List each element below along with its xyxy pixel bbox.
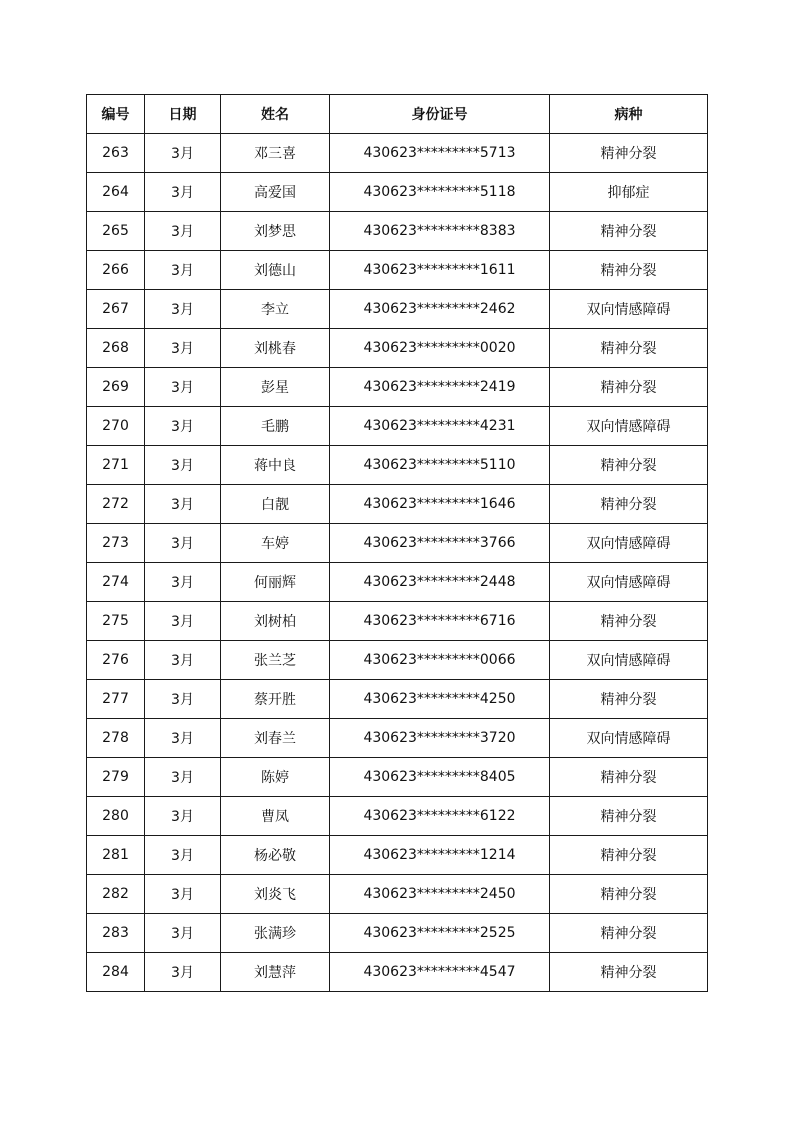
- cell-date: 3月: [145, 914, 221, 953]
- cell-id-number: 430623*********1611: [330, 251, 550, 290]
- table-row: [87, 212, 708, 251]
- cell-date: 3月: [145, 797, 221, 836]
- cell-number: 271: [87, 446, 145, 485]
- header-id-number: 身份证号: [330, 95, 550, 134]
- patient-table: [86, 94, 708, 992]
- cell-date: 3月: [145, 680, 221, 719]
- cell-number: 265: [87, 212, 145, 251]
- cell-date: 3月: [145, 758, 221, 797]
- cell-name: 刘春兰: [221, 719, 330, 758]
- cell-date: 3月: [145, 524, 221, 563]
- cell-number: 283: [87, 914, 145, 953]
- cell-date: 3月: [145, 329, 221, 368]
- header-number: 编号: [87, 95, 145, 134]
- cell-name: 刘慧萍: [221, 953, 330, 992]
- cell-name: 李立: [221, 290, 330, 329]
- table-row: [87, 329, 708, 368]
- table-row: [87, 680, 708, 719]
- cell-disease: 精神分裂: [550, 251, 708, 290]
- cell-number: 275: [87, 602, 145, 641]
- cell-date: 3月: [145, 173, 221, 212]
- cell-date: 3月: [145, 251, 221, 290]
- cell-name: 刘桃春: [221, 329, 330, 368]
- table-row: [87, 719, 708, 758]
- cell-id-number: 430623*********2419: [330, 368, 550, 407]
- cell-id-number: 430623*********3766: [330, 524, 550, 563]
- cell-disease: 双向情感障碍: [550, 719, 708, 758]
- cell-date: 3月: [145, 212, 221, 251]
- table-row: [87, 758, 708, 797]
- table-row: [87, 953, 708, 992]
- header-disease: 病种: [550, 95, 708, 134]
- cell-disease: 精神分裂: [550, 836, 708, 875]
- cell-name: 彭星: [221, 368, 330, 407]
- cell-name: 刘树柏: [221, 602, 330, 641]
- cell-number: 268: [87, 329, 145, 368]
- table-row: [87, 407, 708, 446]
- cell-disease: 精神分裂: [550, 485, 708, 524]
- cell-number: 273: [87, 524, 145, 563]
- cell-date: 3月: [145, 953, 221, 992]
- table-header-row: [87, 95, 708, 134]
- cell-number: 284: [87, 953, 145, 992]
- cell-id-number: 430623*********4250: [330, 680, 550, 719]
- document-page: [86, 94, 708, 992]
- cell-id-number: 430623*********6716: [330, 602, 550, 641]
- table-row: [87, 797, 708, 836]
- cell-name: 杨必敬: [221, 836, 330, 875]
- table-row: [87, 914, 708, 953]
- cell-number: 266: [87, 251, 145, 290]
- cell-name: 邓三喜: [221, 134, 330, 173]
- cell-date: 3月: [145, 875, 221, 914]
- cell-disease: 抑郁症: [550, 173, 708, 212]
- cell-id-number: 430623*********4547: [330, 953, 550, 992]
- cell-date: 3月: [145, 446, 221, 485]
- cell-date: 3月: [145, 602, 221, 641]
- table-body: [87, 134, 708, 992]
- cell-name: 张兰芝: [221, 641, 330, 680]
- table-row: [87, 173, 708, 212]
- cell-id-number: 430623*********2525: [330, 914, 550, 953]
- cell-id-number: 430623*********2450: [330, 875, 550, 914]
- cell-date: 3月: [145, 719, 221, 758]
- cell-date: 3月: [145, 641, 221, 680]
- header-date: 日期: [145, 95, 221, 134]
- cell-id-number: 430623*********0020: [330, 329, 550, 368]
- cell-disease: 精神分裂: [550, 368, 708, 407]
- cell-disease: 双向情感障碍: [550, 290, 708, 329]
- table-row: [87, 602, 708, 641]
- cell-id-number: 430623*********8383: [330, 212, 550, 251]
- cell-disease: 精神分裂: [550, 680, 708, 719]
- cell-name: 刘梦思: [221, 212, 330, 251]
- cell-disease: 精神分裂: [550, 134, 708, 173]
- cell-name: 张满珍: [221, 914, 330, 953]
- cell-name: 毛鹏: [221, 407, 330, 446]
- cell-number: 264: [87, 173, 145, 212]
- cell-id-number: 430623*********0066: [330, 641, 550, 680]
- cell-name: 陈婷: [221, 758, 330, 797]
- cell-id-number: 430623*********6122: [330, 797, 550, 836]
- cell-disease: 精神分裂: [550, 758, 708, 797]
- table-row: [87, 251, 708, 290]
- cell-number: 277: [87, 680, 145, 719]
- cell-date: 3月: [145, 290, 221, 329]
- cell-id-number: 430623*********1214: [330, 836, 550, 875]
- cell-date: 3月: [145, 134, 221, 173]
- cell-id-number: 430623*********3720: [330, 719, 550, 758]
- cell-disease: 精神分裂: [550, 875, 708, 914]
- cell-disease: 精神分裂: [550, 914, 708, 953]
- cell-date: 3月: [145, 836, 221, 875]
- table-row: [87, 641, 708, 680]
- table-row: [87, 446, 708, 485]
- cell-disease: 双向情感障碍: [550, 563, 708, 602]
- cell-name: 何丽辉: [221, 563, 330, 602]
- table-row: [87, 290, 708, 329]
- cell-number: 270: [87, 407, 145, 446]
- table-row: [87, 875, 708, 914]
- cell-disease: 精神分裂: [550, 212, 708, 251]
- cell-name: 刘炎飞: [221, 875, 330, 914]
- cell-disease: 精神分裂: [550, 446, 708, 485]
- cell-name: 白靓: [221, 485, 330, 524]
- table-row: [87, 485, 708, 524]
- cell-name: 高爱国: [221, 173, 330, 212]
- cell-number: 269: [87, 368, 145, 407]
- cell-id-number: 430623*********5118: [330, 173, 550, 212]
- cell-disease: 精神分裂: [550, 797, 708, 836]
- cell-number: 272: [87, 485, 145, 524]
- cell-name: 曹凤: [221, 797, 330, 836]
- table-row: [87, 368, 708, 407]
- cell-disease: 双向情感障碍: [550, 641, 708, 680]
- table-row: [87, 836, 708, 875]
- cell-date: 3月: [145, 563, 221, 602]
- cell-disease: 双向情感障碍: [550, 524, 708, 563]
- cell-disease: 精神分裂: [550, 602, 708, 641]
- cell-id-number: 430623*********1646: [330, 485, 550, 524]
- cell-disease: 双向情感障碍: [550, 407, 708, 446]
- cell-date: 3月: [145, 485, 221, 524]
- cell-number: 276: [87, 641, 145, 680]
- cell-disease: 精神分裂: [550, 329, 708, 368]
- cell-number: 274: [87, 563, 145, 602]
- table-row: [87, 563, 708, 602]
- cell-name: 蔡开胜: [221, 680, 330, 719]
- cell-date: 3月: [145, 368, 221, 407]
- cell-number: 263: [87, 134, 145, 173]
- cell-disease: 精神分裂: [550, 953, 708, 992]
- cell-number: 278: [87, 719, 145, 758]
- cell-id-number: 430623*********5110: [330, 446, 550, 485]
- cell-number: 267: [87, 290, 145, 329]
- header-name: 姓名: [221, 95, 330, 134]
- table-row: [87, 524, 708, 563]
- cell-number: 281: [87, 836, 145, 875]
- cell-id-number: 430623*********5713: [330, 134, 550, 173]
- cell-name: 蒋中良: [221, 446, 330, 485]
- cell-number: 282: [87, 875, 145, 914]
- cell-id-number: 430623*********2462: [330, 290, 550, 329]
- table-row: [87, 134, 708, 173]
- cell-id-number: 430623*********4231: [330, 407, 550, 446]
- cell-id-number: 430623*********2448: [330, 563, 550, 602]
- cell-id-number: 430623*********8405: [330, 758, 550, 797]
- cell-name: 刘德山: [221, 251, 330, 290]
- cell-date: 3月: [145, 407, 221, 446]
- cell-number: 279: [87, 758, 145, 797]
- cell-name: 车婷: [221, 524, 330, 563]
- cell-number: 280: [87, 797, 145, 836]
